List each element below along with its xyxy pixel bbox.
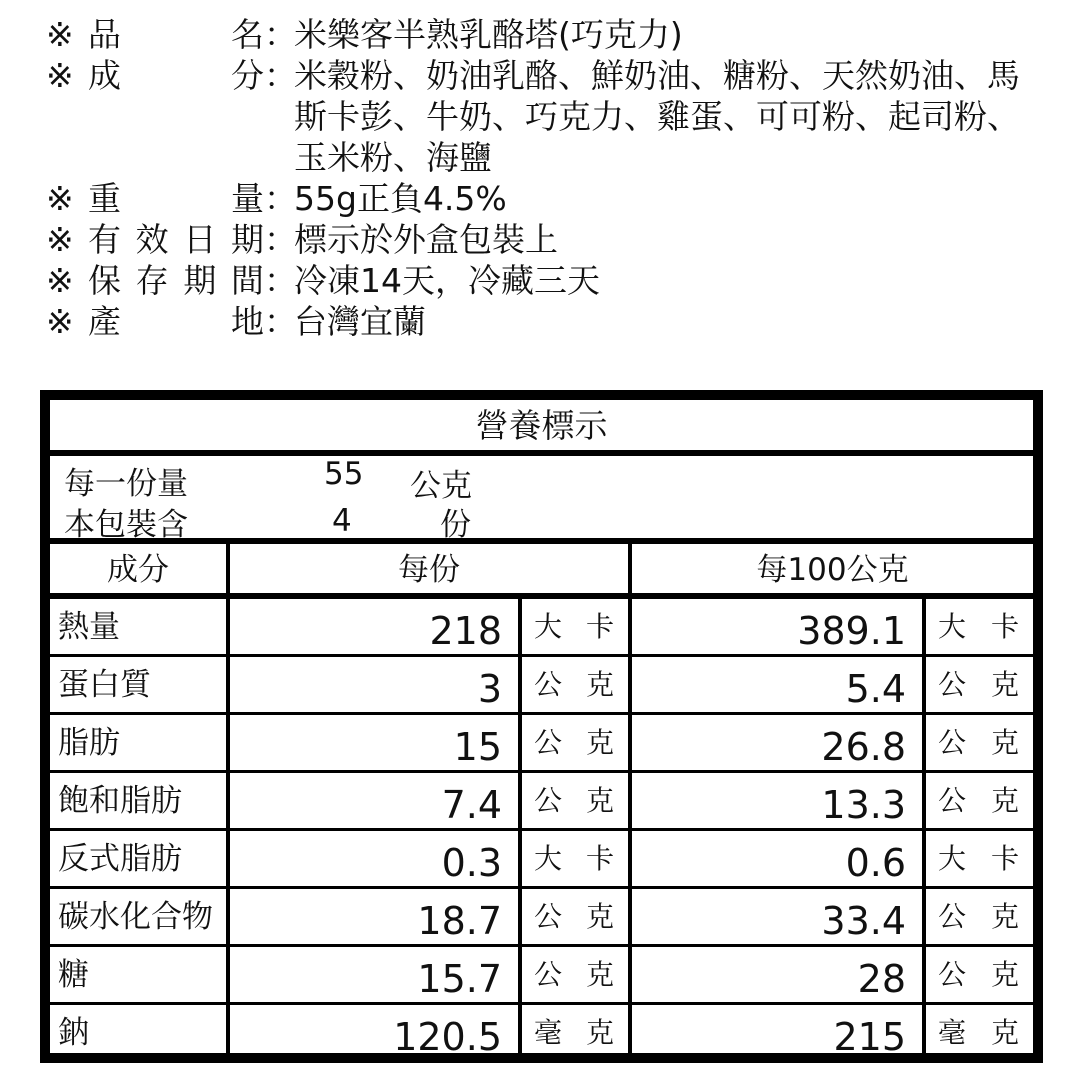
nutrient-name: 反式脂肪	[50, 831, 230, 886]
info-label: 產地	[88, 302, 264, 341]
info-value: 台灣宜蘭	[294, 302, 426, 341]
unit-char: 公	[534, 668, 563, 701]
nutrition-header-row	[50, 544, 1033, 599]
colon: ：	[264, 302, 297, 341]
colon: ：	[264, 56, 297, 95]
table-row	[50, 831, 1033, 889]
per-serving-value: 120.5	[230, 1005, 522, 1063]
nutrient-name: 熱量	[50, 599, 230, 654]
unit-char: 公	[938, 668, 967, 701]
product-info-list	[46, 14, 1054, 342]
per-100g-value: 5.4	[632, 657, 926, 712]
per-100g-value: 28	[632, 947, 926, 1002]
info-label: 保存期間	[88, 261, 264, 300]
reference-mark: ※	[46, 302, 74, 341]
serving-size-value: 55	[324, 456, 364, 492]
per-serving-value: 218	[230, 599, 522, 654]
info-row-origin	[46, 301, 1054, 342]
per-100g-unit	[926, 831, 1033, 886]
colon: ：	[264, 261, 297, 300]
reference-mark: ※	[46, 179, 74, 218]
info-row-expiry	[46, 219, 1054, 260]
unit-char: 公	[938, 726, 967, 759]
nutrient-name: 蛋白質	[50, 657, 230, 712]
unit-char: 卡	[990, 842, 1019, 875]
unit-char: 克	[585, 668, 614, 701]
per-100g-value: 389.1	[632, 599, 926, 654]
unit-char: 公	[534, 900, 563, 933]
unit-char: 大	[938, 610, 967, 643]
nutrient-name: 碳水化合物	[50, 889, 230, 944]
per-100g-unit	[926, 1005, 1033, 1063]
serving-size-label: 每一份量	[64, 466, 188, 502]
per-serving-value: 15	[230, 715, 522, 770]
reference-mark: ※	[46, 56, 74, 95]
per-100g-unit	[926, 889, 1033, 944]
table-row	[50, 1005, 1033, 1063]
per-100g-value: 33.4	[632, 889, 926, 944]
unit-char: 大	[938, 842, 967, 875]
per-serving-unit	[522, 773, 632, 828]
info-value: 冷凍14天，冷藏三天	[294, 261, 600, 300]
header-per-100g: 每100公克	[756, 552, 909, 588]
info-row-weight	[46, 178, 1054, 219]
unit-char: 大	[534, 842, 563, 875]
colon: ：	[264, 15, 297, 54]
colon: ：	[264, 220, 297, 259]
unit-char: 卡	[585, 610, 614, 643]
unit-char: 克	[990, 1016, 1019, 1049]
servings-value: 4	[332, 503, 352, 539]
reference-mark: ※	[46, 261, 74, 300]
nutrition-title: 營養標示	[50, 400, 1033, 456]
servings-unit: 份	[440, 507, 471, 543]
per-100g-value: 26.8	[632, 715, 926, 770]
unit-char: 公	[938, 900, 967, 933]
unit-char: 毫	[534, 1016, 563, 1049]
unit-char: 克	[585, 958, 614, 991]
table-row	[50, 947, 1033, 1005]
unit-char: 卡	[585, 842, 614, 875]
per-serving-unit	[522, 947, 632, 1002]
nutrient-name: 飽和脂肪	[50, 773, 230, 828]
per-serving-value: 15.7	[230, 947, 522, 1002]
per-serving-unit	[522, 715, 632, 770]
table-row	[50, 715, 1033, 773]
info-label: 有效日期	[88, 220, 264, 259]
info-value: 標示於外盒包裝上	[294, 220, 558, 259]
servings-label: 本包裝含	[64, 507, 188, 543]
unit-char: 克	[585, 784, 614, 817]
unit-char: 克	[990, 958, 1019, 991]
nutrient-name: 脂肪	[50, 715, 230, 770]
table-row	[50, 599, 1033, 657]
unit-char: 毫	[938, 1016, 967, 1049]
unit-char: 克	[990, 726, 1019, 759]
per-serving-unit	[522, 1005, 632, 1063]
table-row	[50, 773, 1033, 831]
per-serving-unit	[522, 657, 632, 712]
nutrient-name: 糖	[50, 947, 230, 1002]
unit-char: 公	[534, 784, 563, 817]
serving-info	[50, 456, 1033, 544]
per-serving-unit	[522, 831, 632, 886]
info-row-name	[46, 14, 1054, 55]
per-100g-unit	[926, 773, 1033, 828]
info-value: 55g正負4.5%	[294, 179, 507, 218]
per-serving-unit	[522, 599, 632, 654]
per-100g-unit	[926, 947, 1033, 1002]
table-row	[50, 657, 1033, 715]
reference-mark: ※	[46, 220, 74, 259]
unit-char: 克	[990, 784, 1019, 817]
per-100g-unit	[926, 599, 1033, 654]
per-serving-value: 18.7	[230, 889, 522, 944]
unit-char: 公	[938, 784, 967, 817]
unit-char: 卡	[990, 610, 1019, 643]
per-100g-value: 215	[632, 1005, 926, 1063]
per-100g-unit	[926, 657, 1033, 712]
unit-char: 克	[585, 900, 614, 933]
info-label: 品名	[88, 15, 264, 54]
unit-char: 克	[990, 900, 1019, 933]
unit-char: 公	[534, 726, 563, 759]
colon: ：	[264, 179, 297, 218]
unit-char: 克	[585, 726, 614, 759]
per-100g-value: 13.3	[632, 773, 926, 828]
per-100g-unit	[926, 715, 1033, 770]
per-serving-value: 7.4	[230, 773, 522, 828]
serving-size-unit: 公克	[410, 468, 472, 504]
unit-char: 公	[938, 958, 967, 991]
reference-mark: ※	[46, 15, 74, 54]
unit-char: 大	[534, 610, 563, 643]
info-label: 成分	[88, 56, 264, 95]
header-per-serving: 每份	[230, 544, 632, 593]
info-row-storage	[46, 260, 1054, 301]
nutrient-name: 鈉	[50, 1005, 230, 1063]
per-100g-value: 0.6	[632, 831, 926, 886]
header-component: 成分	[50, 544, 230, 593]
nutrition-table	[40, 390, 1043, 1063]
info-value: 米樂客半熟乳酪塔(巧克力)	[294, 15, 683, 54]
info-label: 重量	[88, 179, 264, 218]
info-value: 米穀粉、奶油乳酪、鮮奶油、糖粉、天然奶油、馬 斯卡彭、牛奶、巧克力、雞蛋、可可粉、起司粉、 玉米粉、海鹽	[294, 56, 1020, 177]
per-serving-unit	[522, 889, 632, 944]
unit-char: 公	[534, 958, 563, 991]
per-serving-value: 0.3	[230, 831, 522, 886]
info-row-ingredients	[46, 55, 1054, 178]
unit-char: 克	[990, 668, 1019, 701]
per-serving-value: 3	[230, 657, 522, 712]
unit-char: 克	[585, 1016, 614, 1049]
table-row	[50, 889, 1033, 947]
